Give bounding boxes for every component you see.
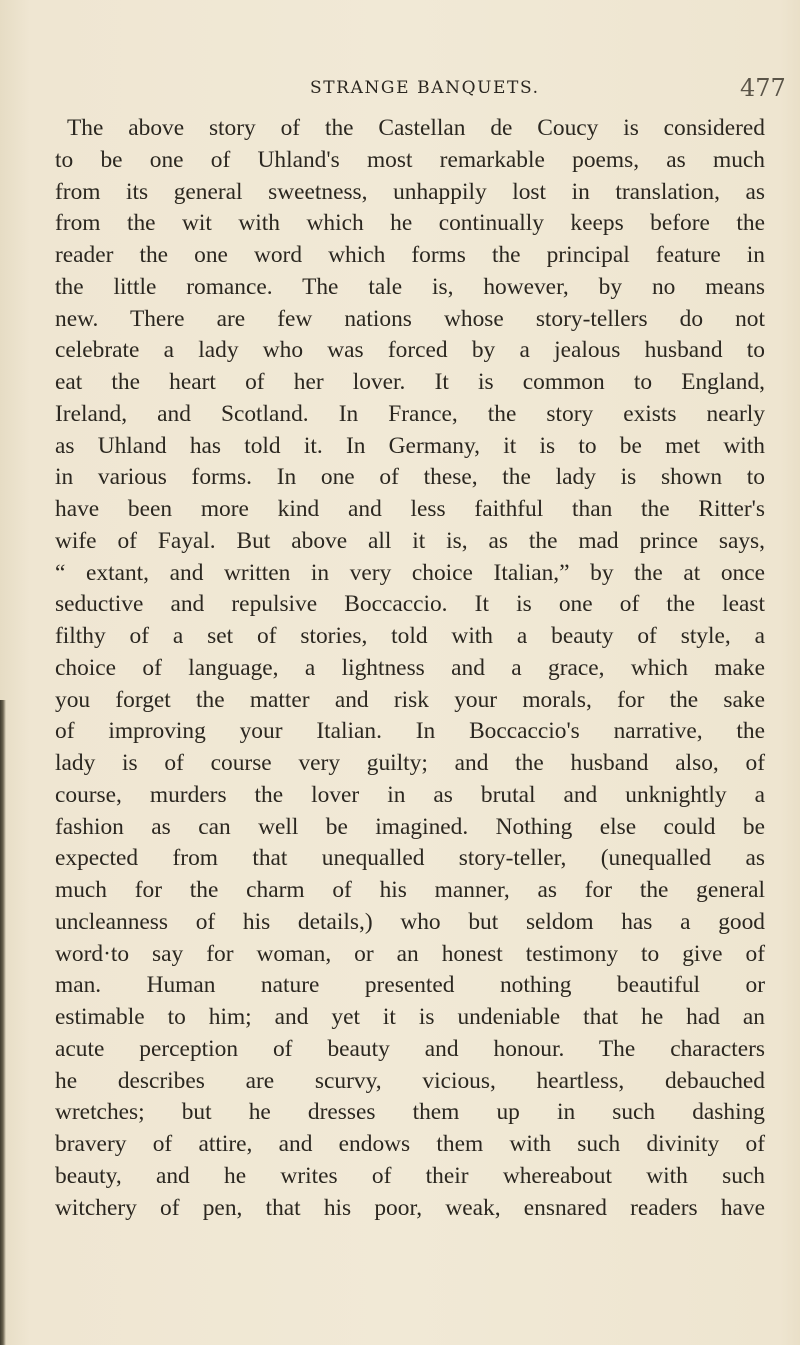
- text-line: to be one of Uhland's most remarkable poems, as much: [55, 146, 765, 173]
- text-line: beauty, and he writes of their whereabout with such: [55, 1162, 765, 1189]
- text-line: The above story of the Castellan de Coucy is considered: [67, 115, 765, 141]
- binding-gutter-shadow: [0, 700, 6, 1345]
- text-line: uncleanness of his details,) who but seldom has a good: [55, 908, 765, 935]
- text-line: “ extant, and written in very choice Italian,” by the at once: [55, 559, 765, 586]
- text-line: man. Human nature presented nothing beautiful or: [55, 972, 765, 999]
- text-line: Ireland, and Scotland. In France, the story exists nearly: [55, 400, 765, 427]
- text-line: estimable to him; and yet it is undeniable that he had an: [55, 1004, 765, 1030]
- text-line: celebrate a lady who was forced by a jealous husband to: [55, 337, 765, 364]
- text-line: word·to say for woman, or an honest testimony to give of: [55, 940, 765, 967]
- text-line: filthy of a set of stories, told with a beauty of style, a: [55, 623, 765, 649]
- page-header: [0, 74, 800, 104]
- text-line: of improving your Italian. In Boccaccio's narrative, the: [55, 718, 765, 745]
- body-paragraph: [55, 113, 765, 1224]
- text-line: wretches; but he dresses them up in such dashing: [55, 1099, 765, 1126]
- text-line: choice of language, a lightness and a grace, which make: [55, 654, 765, 681]
- text-line: much for the charm of his manner, as for the general: [55, 877, 765, 903]
- text-line: seductive and repulsive Boccaccio. It is one of the least: [55, 591, 765, 618]
- text-line: witchery of pen, that his poor, weak, ensnared readers have: [55, 1194, 765, 1221]
- text-line: lady is of course very guilty; and the husband also, of: [55, 750, 765, 776]
- text-line: from its general sweetness, unhappily lost in translation, as: [55, 178, 765, 205]
- text-line: in various forms. In one of these, the lady is shown to: [55, 464, 765, 491]
- page-number: 477: [740, 74, 786, 102]
- text-line: new. There are few nations whose story-tellers do not: [55, 305, 765, 332]
- text-line: reader the one word which forms the principal feature in: [55, 242, 765, 268]
- text-line: acute perception of beauty and honour. The characters: [55, 1035, 765, 1062]
- text-line: bravery of attire, and endows them with such divinity of: [55, 1131, 765, 1157]
- running-title: STRANGE BANQUETS.: [310, 78, 540, 98]
- text-line: have been more kind and less faithful than the Ritter's: [55, 496, 765, 522]
- text-line: eat the heart of her lover. It is common to England,: [55, 369, 765, 395]
- text-line: fashion as can well be imagined. Nothing else could be: [55, 813, 765, 840]
- text-line: as Uhland has told it. In Germany, it is to be met with: [55, 432, 765, 459]
- text-line: course, murders the lover in as brutal and unknightly a: [55, 781, 765, 808]
- text-line: wife of Fayal. But above all it is, as the mad prince says,: [55, 527, 765, 554]
- text-line: expected from that unequalled story-teller, (unequalled as: [55, 845, 765, 872]
- text-line: from the wit with which he continually keeps before the: [55, 210, 765, 237]
- text-line: he describes are scurvy, vicious, heartless, debauched: [55, 1067, 765, 1094]
- text-line: the little romance. The tale is, however, by no means: [55, 273, 765, 300]
- text-line: you forget the matter and risk your morals, for the sake: [55, 686, 765, 713]
